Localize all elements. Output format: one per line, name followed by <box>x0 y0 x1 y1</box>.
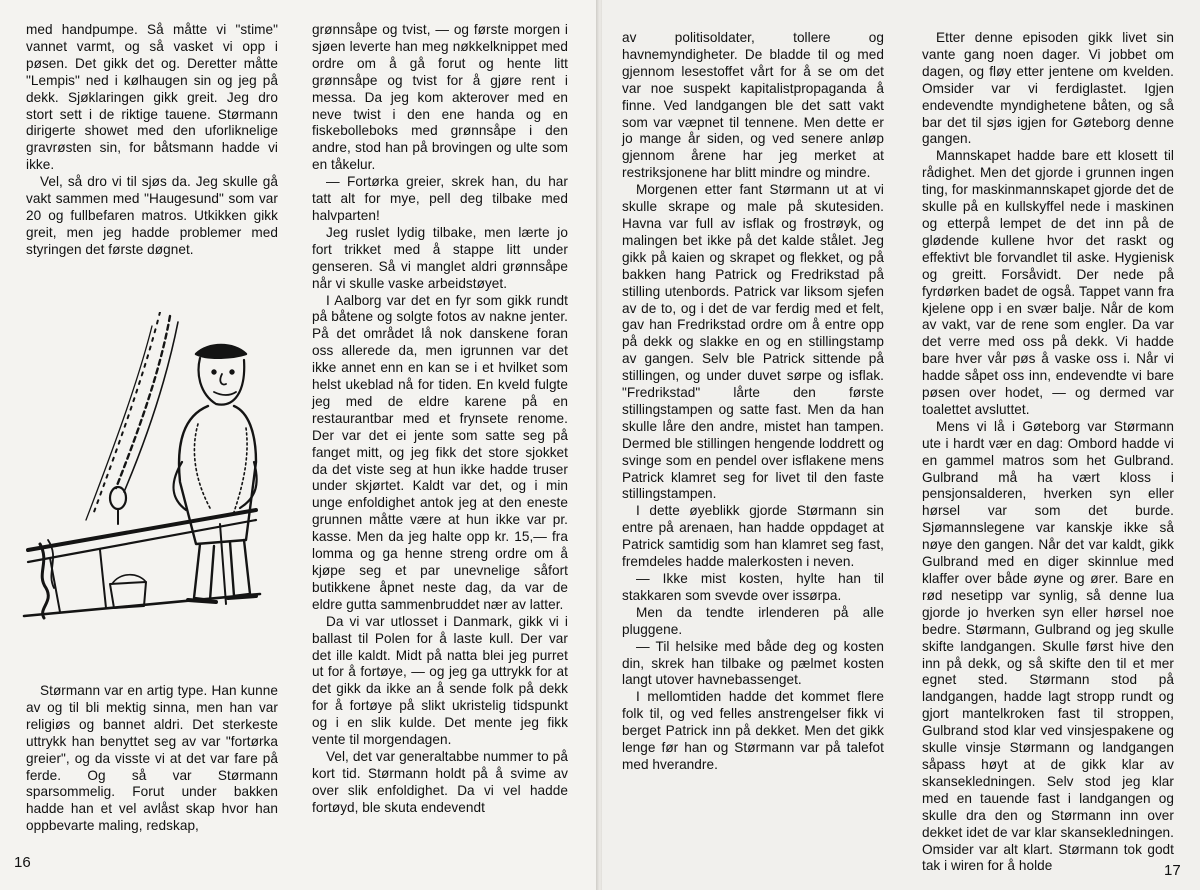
paragraph: av politisoldater, tollere og havnemyndigheter. De bladde til og med gjennom lesestoffet vårt for å se om det var noe suspekt kapitalistpropaganda å finne. Ved landgangen ble det satt vakt som var væpnet til tennene. Men dette er jo mange år siden, og ved senere anløp gjennom årene har jeg merket at restriksjonene har blitt mindre og mindre. <box>622 30 884 181</box>
paragraph: I dette øyeblikk gjorde Størmann sin entre på arenaen, han hadde oppdaget at Patrick samtidig som han klamret seg fast, fremdeles hadde malerkosten i neven. <box>622 503 884 570</box>
right-column-2 <box>922 30 1174 875</box>
paragraph: I Aalborg var det en fyr som gikk rundt på båtene og solgte fotos av nakne jenter. På det området lå nok danskene foran oss allerede da, men igrunnen var det ikke annet enn en kan se i et hvilket som helst ukeblad nå for tiden. En kveld fulgte jeg med de eldre karene på en restaurantbar med et frynsete renome. Der var det ei jente som satte seg på fanget mitt, og jeg fikk det store sjokket da det viste seg at hun ikke hadde truser under skjørtet. Kaldt var det, og i min unge enfoldighet antok jeg at den eneste grunnen måtte være at hun ikke var pr. kasse. Men da jeg halte opp kr. 15,— fra lomma og ga henne streng ordre om å kjøpe seg et par unevnelige såfort butikkene åpnet neste dag, da var de eldre gutta sammenbruddet nær av latter. <box>312 292 568 612</box>
paragraph: Vel, det var generaltabbe nummer to på kort tid. Størmann holdt på å svime av over slik enfoldighet. Da vi vel hadde fortøyd, ble skuta endevendt <box>312 748 568 815</box>
left-column-2 <box>312 22 568 817</box>
left-page <box>0 0 598 890</box>
paragraph: med handpumpe. Så måtte vi "stime" vannet varmt, og så vasket vi opp i pøsen. Det gikk det og. Deretter måtte "Lempis" ned i kølhaugen sin og jeg på dekk. Sjøklaringen gikk greit. Jeg dro stort sett i de riktige tauene. Størmann dirigerte showet med den uforliknelige gravrøsten sin, for båtsmann hadde vi ikke. <box>26 22 278 173</box>
sailor-illustration <box>20 312 268 624</box>
paragraph: Morgenen etter fant Størmann ut at vi skulle skrape og male på skutesiden. Havna var full av isflak og frostrøyk, og malingen bet ikke på det kalde stålet. Jeg gikk på kaien og skrapet og flekket, og på bakken hang Patrick og Fredrikstad på stilling utenbords. Patrick var liksom sjefen av de to, og i det de var ferdig med et felt, gav han Fredrikstad ordre om å entre opp på dekk og slakke en og en stillingstamp av gangen. Selv ble Patrick sittende på stillingen, og under duvet sørpe og isflak. "Fredrikstad" lårte den første stillingstampen og satte fast. Men da han skulle låre den andre, mistet han tampen. Dermed ble stillingen hengende loddrett og svinge som en pendel over isflakene mens Patrick klamret seg for livet til den faste stillingstampen. <box>622 182 884 502</box>
left-column-1-bottom <box>26 683 278 835</box>
paragraph: I mellomtiden hadde det kommet flere folk til, og ved felles anstrengelser fikk vi berget Patrick inn på dekket. Men det gikk lenge før han og Størmann var på talefot med hverandre. <box>622 689 884 772</box>
paragraph: Mannskapet hadde bare ett klosett til rådighet. Men det gjorde i grunnen ingen ting, for maskinmannskapet gjorde det de skulle på en kullskyffel nede i maskinen og etterpå lempet de det inn på de glødende kullene hvor det raskt og effektivt ble forvandlet til aske. Hygienisk og greitt. Forsåvidt. Der nede på fyrdørken badet de også. Tappet vann fra kjelene opp i en svær balje. Når de kom av vakt, var de rene som engler. Da var det verre med oss på dekk. Vi hadde bare hver vår pøs å vaske oss i. Når vi hadde såpet oss inn, endevendte vi bare pøsen over hodet, — og dermed var toalettet avsluttet. <box>922 148 1174 417</box>
paragraph: — Fortørka greier, skrek han, du har tatt alt for mye, pell deg tilbake med halvparten! <box>312 174 568 223</box>
paragraph: Men da tendte irlenderen på alle pluggene. <box>622 604 884 637</box>
right-column-1 <box>622 30 884 774</box>
left-column-1-top <box>26 22 278 259</box>
paragraph: — Ikke mist kosten, hylte han til stakkaren som svevde over issørpa. <box>622 571 884 603</box>
paragraph: Mens vi lå i Gøteborg var Størmann ute i hardt vær en dag: Ombord hadde vi en gammel matros som het Gulbrand. Gulbrand må ha vært kloss i pensjonsalderen, hverken syn eller hørsel var som det burde. Sjømannslegene var kanskje ikke så nøye den gangen. Når det var kaldt, gikk Gulbrand med en diger skinnlue med klaffer over både øyne og ører. Bare en rød nesetipp var synlig, så denne lua gjorde jo hverken syn eller hørsel noe bedre. Størmann, Gulbrand og jeg skulle skifte landgangen. Skulle først hive den inn på dekk, og så skifte den til et mer egnet sted. Størmann stod på landgangen, hadde lagt stropp rundt og gjort mantelkroken fast til stroppen, Gulbrand stod klar ved vinsjespakene og skulle vinsje Størmann og landgangen såpass høyt at de gikk klar av skansekledningen. Selv stod jeg klar med en tauende fast i landgangen og skulle dra den og Størmann inn over dekket idet de var klar skansekledningen. Omsider var alt klart. Størmann tok godt tak i wiren for å holde <box>922 418 1174 874</box>
right-page <box>602 0 1200 890</box>
paragraph: Jeg ruslet lydig tilbake, men lærte jo fort trikket med å stappe litt under genseren. Så vi manglet aldri grønnsåpe når vi skulle vaske arbeidstøyet. <box>312 224 568 291</box>
paragraph: — Til helsike med både deg og kosten din, skrek han tilbake og pælmet kosten langt utover havnebassenget. <box>622 638 884 688</box>
page-number-left: 16 <box>14 854 31 871</box>
paragraph: Etter denne episoden gikk livet sin vante gang noen dager. Vi jobbet om dagen, og fløy etter jentene om kvelden. Omsider var vi ferdiglastet. Igjen endevendte myndighetene båten, og så bar det til sjøs igjen for Gøteborg denne gangen. <box>922 30 1174 147</box>
paragraph: Størmann var en artig type. Han kunne av og til bli mektig sinna, men han var religiøs og bannet aldri. Det sterkeste uttrykk han benyttet seg av var "fortørka greier", og da visste vi at det var fare på ferde. Og så var Størmann sparsommelig. Forut under bakken hadde han et vel avlåst skap hvor han oppbevarte maling, redskap, <box>26 683 278 834</box>
paragraph: grønnsåpe og tvist, — og første morgen i sjøen leverte han meg nøkkelknippet med ordre om å gå forut og hente litt grønnsåpe og tvist for å gjøre rent i messa. Da jeg kom akterover med en neve twist i den ene handa og en fiskebolleboks med grønnsåpe i den andre, stod han på brovingen og ulte som en tåkelur. <box>312 22 568 173</box>
page-number-right: 17 <box>1164 862 1181 879</box>
paragraph: Vel, så dro vi til sjøs da. Jeg skulle gå vakt sammen med "Haugesund" som var 20 og fullbefaren matros. Utkikken gikk greit, men jeg hadde problemer med styringen det første døgnet. <box>26 174 278 257</box>
paragraph: Da vi var utlosset i Danmark, gikk vi i ballast til Polen for å laste kull. Der var det ille kaldt. Midt på natta blei jeg purret ut for å fortøye, — og jeg ga uttrykk for at det gikk da ikke an å sende folk på dekk for å fortøye på slikt ukristelig tidspunkt og i en slik kulde. Det mente jeg fikk vente til morgendagen. <box>312 613 568 748</box>
